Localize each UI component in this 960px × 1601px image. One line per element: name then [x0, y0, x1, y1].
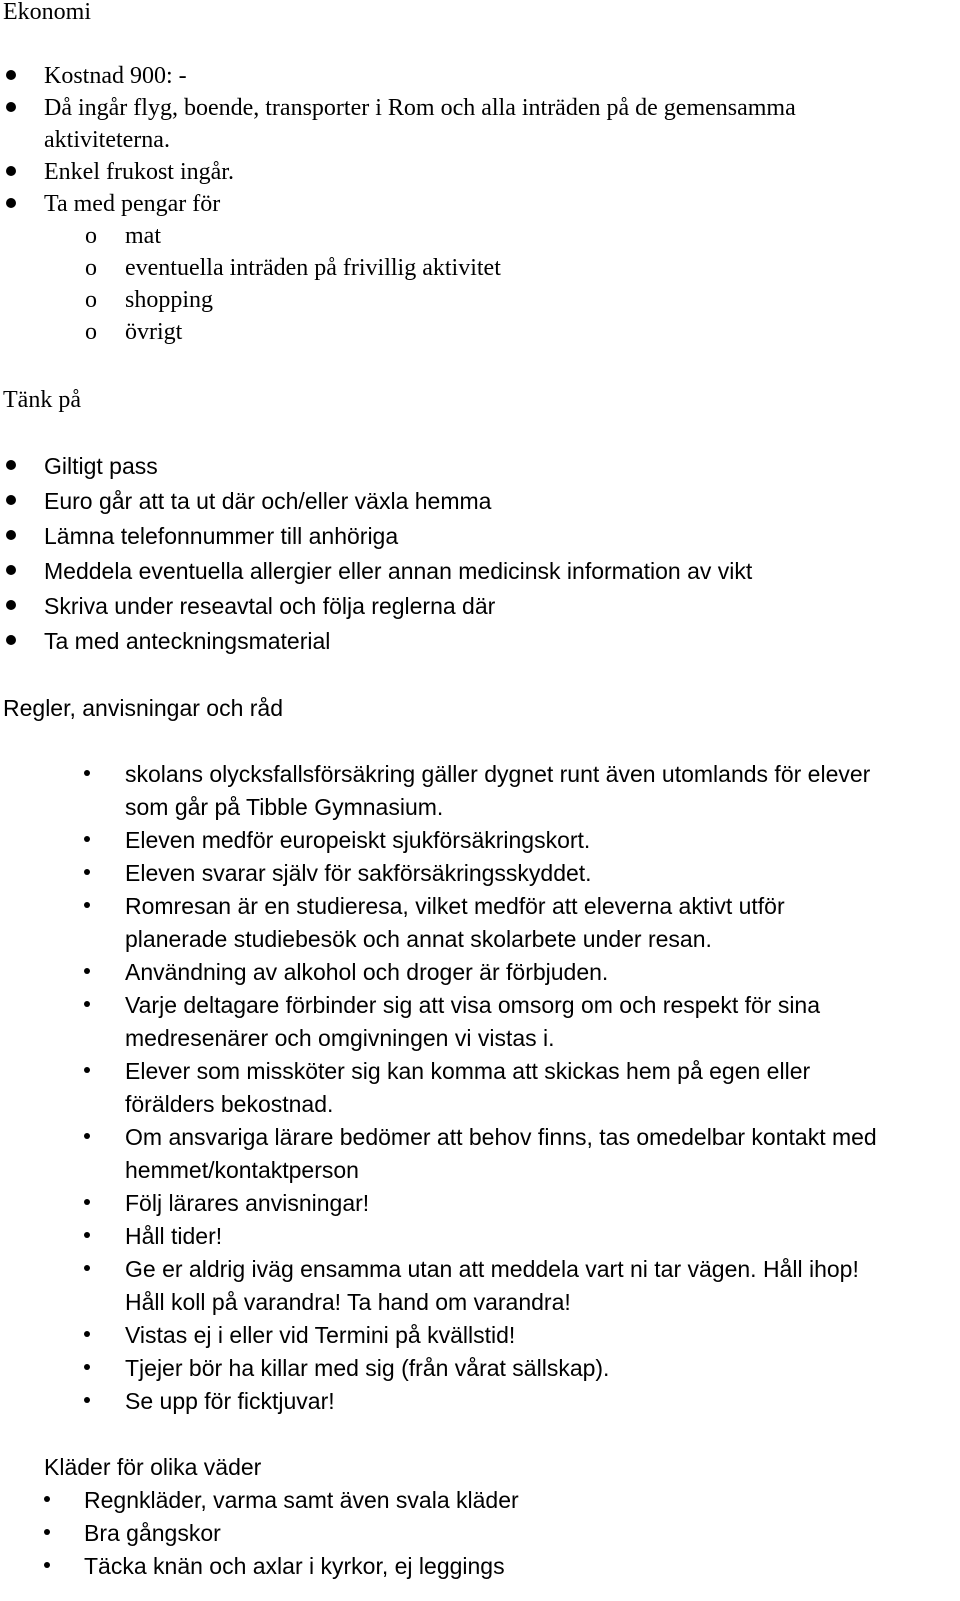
bullet-icon	[6, 635, 16, 645]
bullet-icon	[44, 1529, 50, 1535]
circle-bullet-icon: o	[85, 319, 97, 345]
list-item: Eleven medför europeiskt sjukförsäkringskort.	[0, 824, 960, 856]
bullet-icon	[84, 1397, 90, 1403]
list-item-continuation: planerade studiebesök och annat skolarbete under resan.	[125, 926, 712, 952]
sub-list-item: o shopping	[0, 284, 960, 316]
list-item: Följ lärares anvisningar!	[0, 1187, 960, 1219]
list-item: Enkel frukost ingår.	[0, 156, 960, 188]
list-item: Ta med anteckningsmaterial	[0, 625, 960, 657]
bullet-icon	[6, 198, 16, 208]
list-item: Lämna telefonnummer till anhöriga	[0, 520, 960, 552]
heading-klader: Kläder för olika väder	[44, 1454, 262, 1480]
bullet-icon	[84, 869, 90, 875]
list-item: Vistas ej i eller vid Termini på kvällstid!	[0, 1319, 960, 1351]
bullet-icon	[44, 1496, 50, 1502]
bullet-icon	[84, 1232, 90, 1238]
sub-list-item: o eventuella inträden på frivillig aktivitet	[0, 252, 960, 284]
list-item: Skriva under reseavtal och följa reglerna där	[0, 590, 960, 622]
circle-bullet-icon: o	[85, 287, 97, 313]
list-item: Täcka knän och axlar i kyrkor, ej leggings	[0, 1550, 960, 1582]
list-item: Meddela eventuella allergier eller annan medicinsk information av vikt	[0, 555, 960, 587]
bullet-icon	[6, 600, 16, 610]
sub-list-item: o mat	[0, 220, 960, 252]
list-item: Romresan är en studieresa, vilket medför att eleverna aktivt utför	[0, 890, 960, 922]
heading-ekonomi: Ekonomi	[3, 0, 91, 25]
list-item-continuation: medresenärer och omgivningen vi vistas i.	[125, 1025, 555, 1051]
list-item: Om ansvariga lärare bedömer att behov finns, tas omedelbar kontakt med	[0, 1121, 960, 1153]
bullet-icon	[6, 166, 16, 176]
bullet-icon	[84, 1133, 90, 1139]
list-item: Varje deltagare förbinder sig att visa omsorg om och respekt för sina	[0, 989, 960, 1021]
list-item: Giltigt pass	[0, 450, 960, 482]
list-item: Regnkläder, varma samt även svala kläder	[0, 1484, 960, 1516]
list-item: Euro går att ta ut där och/eller växla hemma	[0, 485, 960, 517]
list-item: Användning av alkohol och droger är förbjuden.	[0, 956, 960, 988]
circle-bullet-icon: o	[85, 255, 97, 281]
bullet-icon	[84, 1265, 90, 1271]
bullet-icon	[84, 1331, 90, 1337]
list-item: Ge er aldrig iväg ensamma utan att meddela vart ni tar vägen. Håll ihop!	[0, 1253, 960, 1285]
bullet-icon	[84, 1199, 90, 1205]
list-item-continuation: förälders bekostnad.	[125, 1091, 334, 1117]
circle-bullet-icon: o	[85, 223, 97, 249]
bullet-icon	[84, 770, 90, 776]
list-item: Elever som missköter sig kan komma att skickas hem på egen eller	[0, 1055, 960, 1087]
bullet-icon	[6, 530, 16, 540]
list-item-continuation: aktiviteterna.	[44, 127, 170, 153]
bullet-icon	[6, 70, 16, 80]
bullet-icon	[84, 836, 90, 842]
list-item: Se upp för ficktjuvar!	[0, 1385, 960, 1417]
sub-list-item: o övrigt	[0, 316, 960, 348]
list-item-continuation: hemmet/kontaktperson	[125, 1157, 359, 1183]
list-item: Eleven svarar själv för sakförsäkringsskyddet.	[0, 857, 960, 889]
bullet-icon	[6, 565, 16, 575]
list-item: Håll tider!	[0, 1220, 960, 1252]
heading-regler: Regler, anvisningar och råd	[3, 695, 283, 721]
list-item: Tjejer bör ha killar med sig (från vårat sällskap).	[0, 1352, 960, 1384]
bullet-icon	[44, 1562, 50, 1568]
list-item: Då ingår flyg, boende, transporter i Rom och alla inträden på de gemensamma	[0, 92, 960, 124]
list-item-continuation: som går på Tibble Gymnasium.	[125, 794, 444, 820]
list-item-continuation: Håll koll på varandra! Ta hand om varandra!	[125, 1289, 571, 1315]
heading-tank-pa: Tänk på	[3, 387, 81, 413]
bullet-icon	[6, 102, 16, 112]
list-item: Ta med pengar för	[0, 188, 960, 220]
bullet-icon	[84, 968, 90, 974]
list-item: Bra gångskor	[0, 1517, 960, 1549]
bullet-icon	[84, 1067, 90, 1073]
list-item: Kostnad 900: -	[0, 60, 960, 92]
bullet-icon	[84, 1001, 90, 1007]
bullet-icon	[84, 1364, 90, 1370]
bullet-icon	[84, 902, 90, 908]
list-item: skolans olycksfallsförsäkring gäller dygnet runt även utomlands för elever	[0, 758, 960, 790]
bullet-icon	[6, 460, 16, 470]
bullet-icon	[6, 495, 16, 505]
